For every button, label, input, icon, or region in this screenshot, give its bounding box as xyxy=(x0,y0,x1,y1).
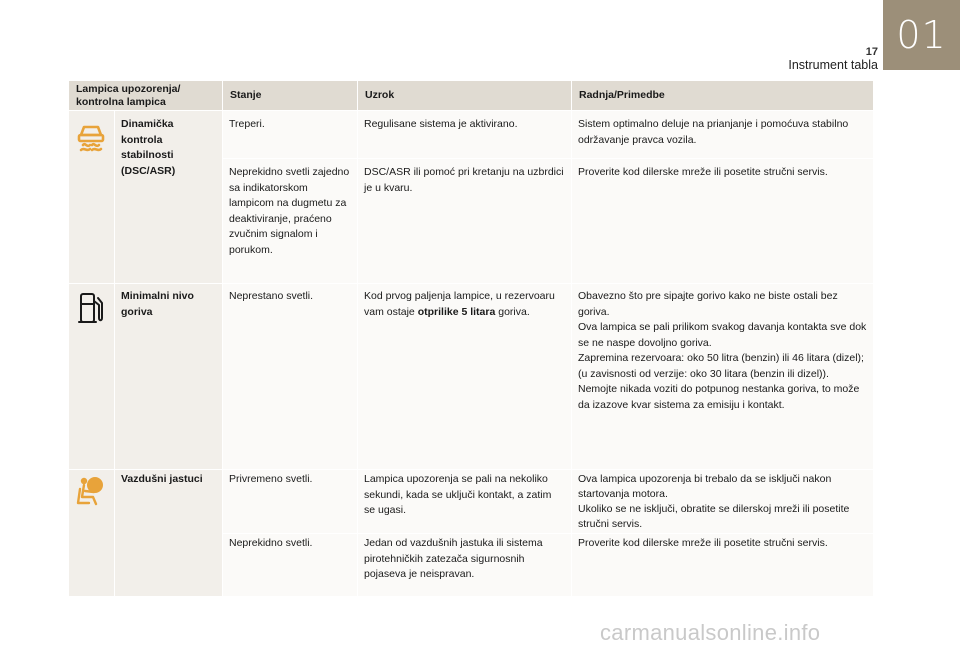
watermark: carmanualsonline.info xyxy=(600,620,821,645)
action: Proverite kod dilerske mreže ili posetite stručni servis. xyxy=(578,166,828,178)
action: Sistem optimalno deluje na prianjanje i pomoćuva stabilno održavanje pravca vozila. xyxy=(578,118,849,146)
lamp-name: Minimalni nivo goriva xyxy=(121,290,194,318)
column-header-state: Stanje xyxy=(223,81,357,110)
page-number: 17 xyxy=(865,46,878,58)
cause: DSC/ASR ili pomoć pri kretanju na uzbrdici je u kvaru. xyxy=(364,166,564,194)
warning-lamps-table xyxy=(69,81,873,596)
cause: Jedan od vazdušnih jastuka ili sistema pirotehničkih zatezača sigurnosnih pojaseva je neispravan. xyxy=(364,537,543,580)
column-header-action: Radnja/Primedbe xyxy=(572,81,873,110)
state: Privremeno svetli. xyxy=(229,473,313,485)
state: Neprekidno svetli. xyxy=(229,537,313,549)
section-title: Instrument tabla xyxy=(788,58,878,72)
cause: Lampica upozorenja se pali na nekoliko sekundi, kada se uključi kontakt, a zatim se ugasi. xyxy=(364,473,552,516)
action: Obavezno što pre sipajte gorivo kako ne biste ostali bez goriva. Ova lampica se pali prilikom svakog davanja kontakta sve dok se ne naspe dovoljno goriva. Zapremina rezervoara: oko 50 litra (benzin) ili 46 litara (dizel); (u zavisnosti od verzije: oko 30 litara (benzin ili dizel)). Nemojte nikada voziti do potpunog nestanka goriva, to može da izazove kvar sistema za emisiju i kontakt. xyxy=(578,290,867,411)
cause: Regulisane sistema je aktivirano. xyxy=(364,118,518,130)
lamp-name: Vazdušni jastuci xyxy=(121,473,203,485)
state: Treperi. xyxy=(229,118,265,130)
airbag-icon xyxy=(75,475,109,507)
chapter-tab: 01 xyxy=(883,0,960,70)
cause-text-end: goriva. xyxy=(498,305,530,318)
cause-emphasis: otprilike 5 litara xyxy=(417,305,496,318)
stability-control-icon xyxy=(75,121,107,153)
fuel-pump-icon xyxy=(78,291,104,325)
action: Proverite kod dilerske mreže ili posetite stručni servis. xyxy=(578,537,828,549)
lamp-name: Dinamička kontrola stabilnosti (DSC/ASR) xyxy=(121,118,176,177)
state: Neprestano svetli. xyxy=(229,290,314,302)
action: Ova lampica upozorenja bi trebalo da se isključi nakon startovanja motora. Ukoliko se ne isključi, obratite se dilerskoj mreži ili posetite stručni servis. xyxy=(578,473,850,530)
state: Neprekidno svetli zajedno sa indikatorskom lampicom na dugmetu za deaktiviranje, praćeno zvučnim signalom i porukom. xyxy=(229,166,350,256)
column-header-cause: Uzrok xyxy=(358,81,571,110)
column-header-lamp: Lampica upozorenja/ kontrolna lampica xyxy=(69,81,222,110)
cause-text: Kod prvog paljenja lampice, u rezervoaru vam ostaje xyxy=(364,290,555,318)
cause xyxy=(358,289,571,320)
